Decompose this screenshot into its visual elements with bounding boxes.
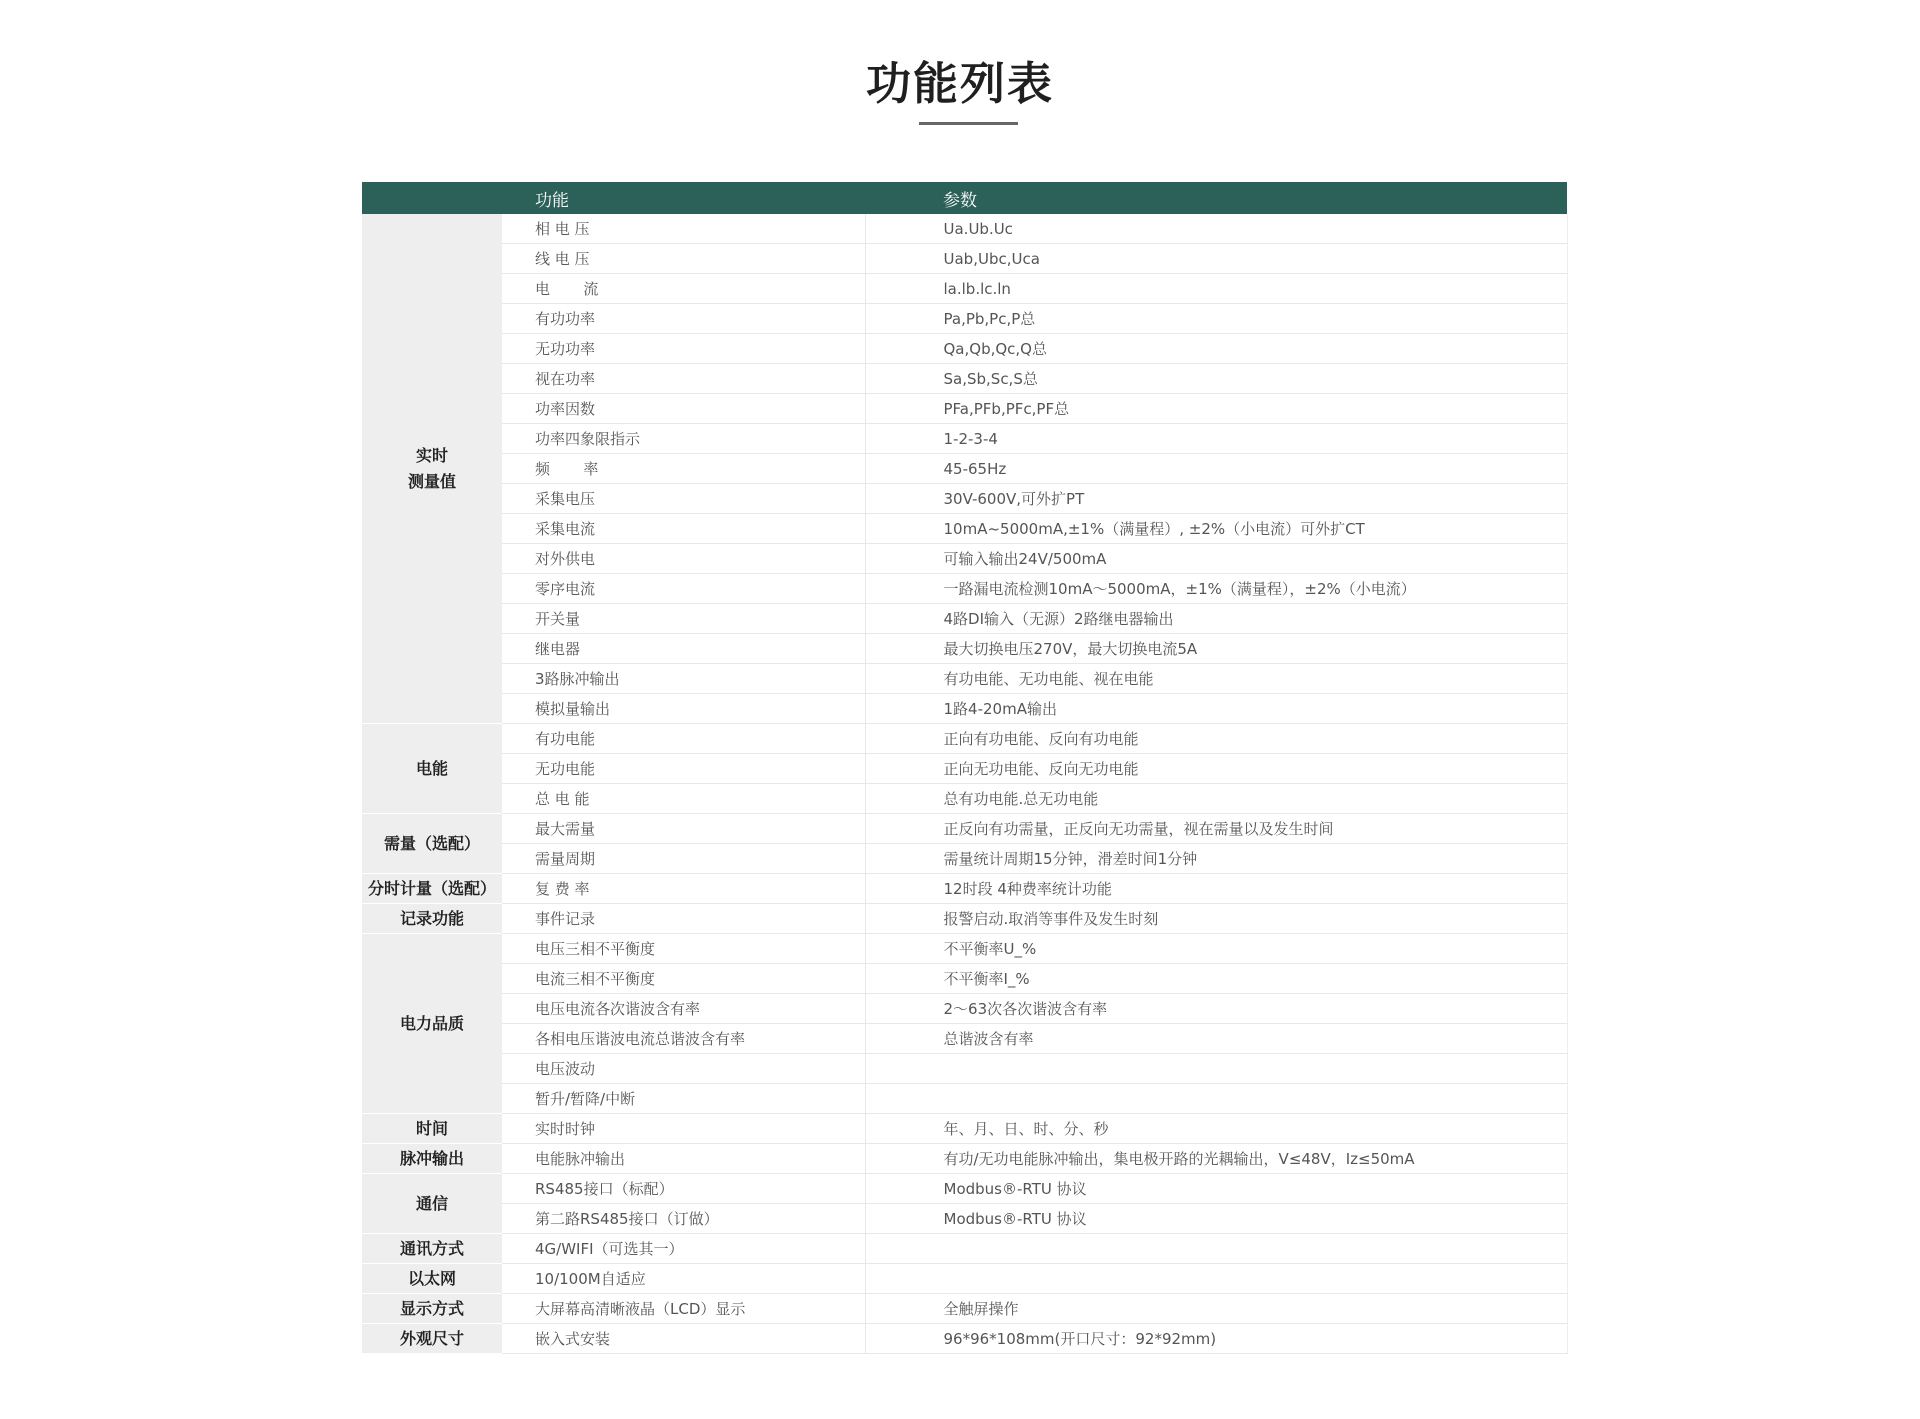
title-underline xyxy=(919,122,1018,125)
parameter-cell: 总有功电能.总无功电能 xyxy=(865,784,1567,814)
parameter-cell: 有功电能、无功电能、视在电能 xyxy=(865,664,1567,694)
category-cell: 通讯方式 xyxy=(362,1234,502,1264)
table-row xyxy=(362,1324,1567,1354)
table-row xyxy=(362,1204,1567,1234)
header-category xyxy=(362,182,502,214)
parameter-cell: 45-65Hz xyxy=(865,454,1567,484)
parameter-cell: 总谐波含有率 xyxy=(865,1024,1567,1054)
table-row xyxy=(362,454,1567,484)
table-row xyxy=(362,394,1567,424)
parameter-cell: 1-2-3-4 xyxy=(865,424,1567,454)
function-cell: 功率因数 xyxy=(502,394,865,424)
table-row xyxy=(362,874,1567,904)
parameter-cell: Ua.Ub.Uc xyxy=(865,214,1567,244)
parameter-cell: 1路4-20mA输出 xyxy=(865,694,1567,724)
function-cell: 实时时钟 xyxy=(502,1114,865,1144)
parameter-cell: Modbus®-RTU 协议 xyxy=(865,1204,1567,1234)
table-row xyxy=(362,754,1567,784)
parameter-cell: 96*96*108mm(开口尺寸：92*92mm) xyxy=(865,1324,1567,1354)
table-row xyxy=(362,214,1567,244)
table-row xyxy=(362,1234,1567,1264)
table-row xyxy=(362,424,1567,454)
function-cell: 4G/WIFI（可选其一） xyxy=(502,1234,865,1264)
function-cell: 对外供电 xyxy=(502,544,865,574)
table-row xyxy=(362,1054,1567,1084)
parameter-cell: 12时段 4种费率统计功能 xyxy=(865,874,1567,904)
parameter-cell: la.lb.lc.ln xyxy=(865,274,1567,304)
function-cell: 模拟量输出 xyxy=(502,694,865,724)
function-cell: 各相电压谐波电流总谐波含有率 xyxy=(502,1024,865,1054)
parameter-cell: 全触屏操作 xyxy=(865,1294,1567,1324)
category-cell: 分时计量（选配） xyxy=(362,874,502,904)
category-cell: 显示方式 xyxy=(362,1294,502,1324)
parameter-cell: 4路DI输入（无源）2路继电器输出 xyxy=(865,604,1567,634)
parameter-cell: 需量统计周期15分钟，滑差时间1分钟 xyxy=(865,844,1567,874)
function-cell: 开关量 xyxy=(502,604,865,634)
parameter-cell: Modbus®-RTU 协议 xyxy=(865,1174,1567,1204)
parameter-cell: 可输入输出24V/500mA xyxy=(865,544,1567,574)
table-header-row xyxy=(362,182,1567,214)
page-title: 功能列表 xyxy=(865,57,1054,110)
table-row xyxy=(362,1024,1567,1054)
function-cell: 电压电流各次谐波含有率 xyxy=(502,994,865,1024)
category-cell: 脉冲输出 xyxy=(362,1144,502,1174)
function-cell: 暂升/暂降/中断 xyxy=(502,1084,865,1114)
category-cell: 以太网 xyxy=(362,1264,502,1294)
function-cell: 需量周期 xyxy=(502,844,865,874)
table-row xyxy=(362,544,1567,574)
table-row xyxy=(362,1264,1567,1294)
parameter-cell: 2～63次各次谐波含有率 xyxy=(865,994,1567,1024)
parameter-cell: 正向无功电能、反向无功电能 xyxy=(865,754,1567,784)
function-cell: 大屏幕高清晰液晶（LCD）显示 xyxy=(502,1294,865,1324)
function-cell: 电 流 xyxy=(502,274,865,304)
function-cell: 电能脉冲输出 xyxy=(502,1144,865,1174)
category-cell: 需量（选配） xyxy=(362,814,502,874)
function-cell: 频 率 xyxy=(502,454,865,484)
table-row xyxy=(362,724,1567,754)
table-row xyxy=(362,694,1567,724)
function-cell: 无功电能 xyxy=(502,754,865,784)
table-row xyxy=(362,934,1567,964)
parameter-cell: 30V-600V,可外扩PT xyxy=(865,484,1567,514)
table-row xyxy=(362,1114,1567,1144)
function-cell: 总 电 能 xyxy=(502,784,865,814)
parameter-cell: 报警启动.取消等事件及发生时刻 xyxy=(865,904,1567,934)
table-row xyxy=(362,1144,1567,1174)
function-cell: 事件记录 xyxy=(502,904,865,934)
parameter-cell: 正反向有功需量，正反向无功需量，视在需量以及发生时间 xyxy=(865,814,1567,844)
table-row xyxy=(362,784,1567,814)
table-row xyxy=(362,304,1567,334)
category-cell: 电力品质 xyxy=(362,934,502,1114)
function-cell: 3路脉冲输出 xyxy=(502,664,865,694)
function-cell: 嵌入式安装 xyxy=(502,1324,865,1354)
function-cell: 继电器 xyxy=(502,634,865,664)
function-cell: 电压波动 xyxy=(502,1054,865,1084)
parameter-cell xyxy=(865,1084,1567,1114)
function-cell: 线 电 压 xyxy=(502,244,865,274)
function-cell: 有功功率 xyxy=(502,304,865,334)
category-cell: 外观尺寸 xyxy=(362,1324,502,1354)
category-cell: 实时 测量值 xyxy=(362,214,502,724)
table-row xyxy=(362,1084,1567,1114)
table-row xyxy=(362,1294,1567,1324)
table-row xyxy=(362,904,1567,934)
parameter-cell: 一路漏电流检测10mA～5000mA，±1%（满量程），±2%（小电流） xyxy=(865,574,1567,604)
parameter-cell: 有功/无功电能脉冲输出，集电极开路的光耦输出，V≤48V，Iz≤50mA xyxy=(865,1144,1567,1174)
function-cell: 相 电 压 xyxy=(502,214,865,244)
parameter-cell: PFa,PFb,PFc,PF总 xyxy=(865,394,1567,424)
category-cell: 电能 xyxy=(362,724,502,814)
header-parameter: 参数 xyxy=(865,182,1567,214)
function-cell: 电压三相不平衡度 xyxy=(502,934,865,964)
category-cell: 通信 xyxy=(362,1174,502,1234)
parameter-cell xyxy=(865,1234,1567,1264)
table-row xyxy=(362,484,1567,514)
parameter-cell xyxy=(865,1054,1567,1084)
parameter-cell: Uab,Ubc,Uca xyxy=(865,244,1567,274)
table-row xyxy=(362,244,1567,274)
function-cell: 视在功率 xyxy=(502,364,865,394)
table-row xyxy=(362,364,1567,394)
parameter-cell: 最大切换电压270V，最大切换电流5A xyxy=(865,634,1567,664)
parameter-cell: 不平衡率I_% xyxy=(865,964,1567,994)
parameter-cell: 不平衡率U_% xyxy=(865,934,1567,964)
function-cell: 功率四象限指示 xyxy=(502,424,865,454)
category-cell: 记录功能 xyxy=(362,904,502,934)
function-cell: 10/100M自适应 xyxy=(502,1264,865,1294)
category-cell: 时间 xyxy=(362,1114,502,1144)
table-row xyxy=(362,334,1567,364)
function-cell: 复 费 率 xyxy=(502,874,865,904)
table-row xyxy=(362,514,1567,544)
parameter-cell: Pa,Pb,Pc,P总 xyxy=(865,304,1567,334)
parameter-cell: Sa,Sb,Sc,S总 xyxy=(865,364,1567,394)
parameter-cell: Qa,Qb,Qc,Q总 xyxy=(865,334,1567,364)
table-row xyxy=(362,574,1567,604)
parameter-cell: 正向有功电能、反向有功电能 xyxy=(865,724,1567,754)
function-cell: 电流三相不平衡度 xyxy=(502,964,865,994)
table-row xyxy=(362,814,1567,844)
table-body xyxy=(362,214,1567,1354)
table-row xyxy=(362,994,1567,1024)
table-row xyxy=(362,274,1567,304)
parameter-cell: 10mA~5000mA,±1%（满量程）, ±2%（小电流）可外扩CT xyxy=(865,514,1567,544)
function-cell: 零序电流 xyxy=(502,574,865,604)
table-row xyxy=(362,964,1567,994)
function-cell: 第二路RS485接口（订做） xyxy=(502,1204,865,1234)
function-cell: 采集电压 xyxy=(502,484,865,514)
function-table xyxy=(362,182,1568,1354)
function-cell: 采集电流 xyxy=(502,514,865,544)
table-row xyxy=(362,634,1567,664)
function-cell: 最大需量 xyxy=(502,814,865,844)
table-row xyxy=(362,844,1567,874)
table-row xyxy=(362,664,1567,694)
header-function: 功能 xyxy=(502,182,865,214)
function-cell: 无功功率 xyxy=(502,334,865,364)
table-row xyxy=(362,604,1567,634)
function-cell: RS485接口（标配） xyxy=(502,1174,865,1204)
parameter-cell xyxy=(865,1264,1567,1294)
table-row xyxy=(362,1174,1567,1204)
function-cell: 有功电能 xyxy=(502,724,865,754)
parameter-cell: 年、月、日、时、分、秒 xyxy=(865,1114,1567,1144)
